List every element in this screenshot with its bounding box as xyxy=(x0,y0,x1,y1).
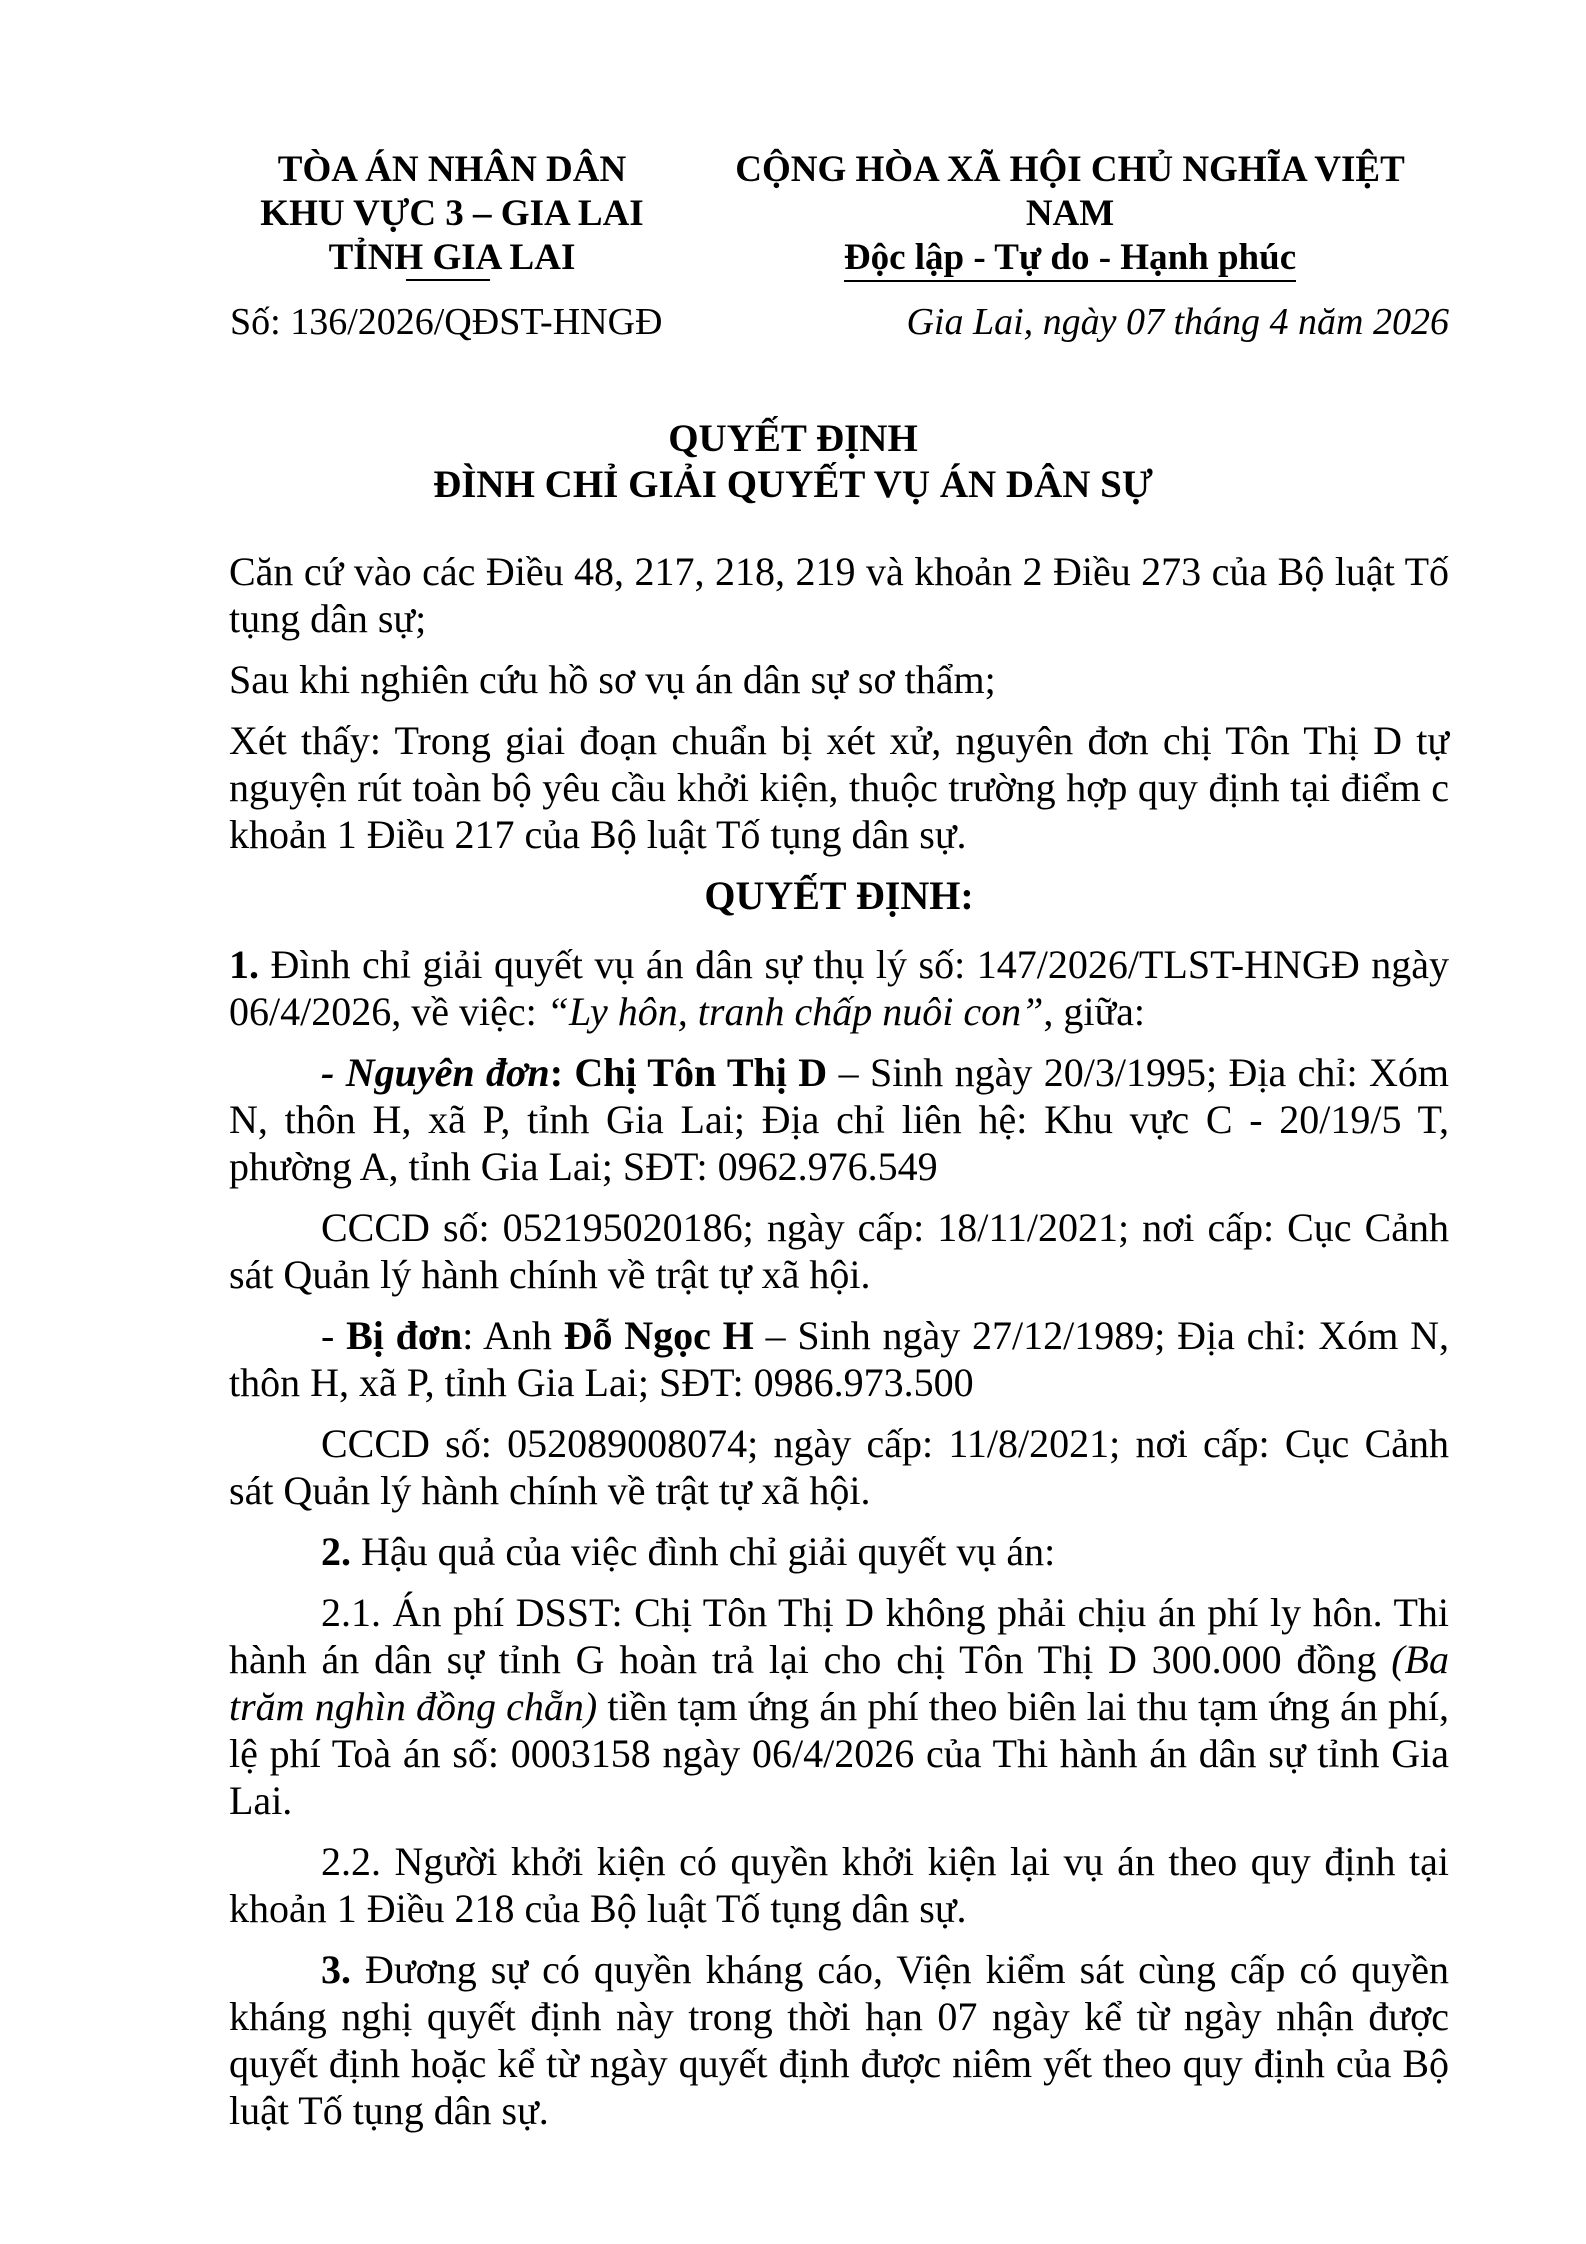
nation-name: CỘNG HÒA XÃ HỘI CHỦ NGHĨA VIỆT NAM xyxy=(735,149,1405,234)
section-1-paragraph xyxy=(229,941,1449,1035)
review-paragraph: Sau khi nghiên cứu hồ sơ vụ án dân sự sơ thẩm; xyxy=(229,657,996,702)
document-number: Số: 136/2026/QĐST-HNGĐ xyxy=(230,301,663,343)
document-body xyxy=(229,548,1449,2148)
court-header-rule xyxy=(406,279,490,281)
plaintiff-colon: : xyxy=(549,1050,575,1095)
court-header xyxy=(232,148,672,280)
finding-paragraph: Xét thấy: Trong giai đoạn chuẩn bị xét xử, nguyên đơn chị Tôn Thị D tự nguyện rút toàn bộ yêu cầu khởi kiện, thuộc trường hợp quy định tại điểm c khoản 1 Điều 217 của Bộ luật Tố tụng dân sự. xyxy=(229,718,1449,857)
section-2-text: Hậu quả của việc đình chỉ giải quyết vụ án: xyxy=(351,1529,1056,1574)
document-date: Gia Lai, ngày 07 tháng 4 năm 2026 xyxy=(906,301,1449,343)
section-1-text: Đình chỉ giải quyết vụ án dân sự thụ lý số: 147/2026/TLST-HNGĐ ngày 06/4/2026, về việc: xyxy=(229,942,1449,1034)
section-2-number: 2. xyxy=(321,1529,351,1574)
defendant-role: Bị đơn xyxy=(346,1313,463,1358)
defendant-title: : Anh xyxy=(462,1313,564,1358)
plaintiff-id-paragraph: CCCD số: 052195020186; ngày cấp: 18/11/2021; nơi cấp: Cục Cảnh sát Quản lý hành chính về trật tự xã hội. xyxy=(229,1205,1449,1297)
section-2-1-text-end: tiền tạm ứng án phí theo biên lai thu tạm ứng án phí, lệ phí Toà án số: 0003158 ngày 06/4/2026 của Thi hành án dân sự tỉnh Gia Lai. xyxy=(229,1684,1449,1823)
section-3-text: Đương sự có quyền kháng cáo, Viện kiểm sát cùng cấp có quyền kháng nghị quyết định này trong thời hạn 07 ngày kể từ ngày nhận được quyết định hoặc kể từ ngày quyết định được niêm yết theo quy định của Bộ luật Tố tụng dân sự. xyxy=(229,1947,1449,2133)
section-3-number: 3. xyxy=(321,1947,351,1992)
defendant-details: – Sinh ngày 27/12/1989; Địa chỉ: Xóm N, thôn H, xã P, tỉnh Gia Lai; SĐT: 0986.973.500 xyxy=(229,1313,1449,1405)
section-3-paragraph xyxy=(229,1946,1449,2134)
defendant-paragraph xyxy=(229,1312,1449,1406)
defendant-id-paragraph: CCCD số: 052089008074; ngày cấp: 11/8/2021; nơi cấp: Cục Cảnh sát Quản lý hành chính về trật tự xã hội. xyxy=(229,1421,1449,1513)
national-motto: Độc lập - Tự do - Hạnh phúc xyxy=(844,238,1296,282)
section-1-text-end: , giữa: xyxy=(1043,989,1145,1034)
nation-header xyxy=(690,148,1450,282)
section-2-paragraph xyxy=(229,1528,1449,1575)
plaintiff-role: - Nguyên đơn xyxy=(321,1050,550,1095)
section-1-number: 1. xyxy=(229,942,259,987)
plaintiff-name: Chị Tôn Thị D xyxy=(574,1050,828,1095)
plaintiff-details: – Sinh ngày 20/3/1995; Địa chỉ: Xóm N, thôn H, xã P, tỉnh Gia Lai; Địa chỉ liên hệ: Khu vực C - 20/19/5 T, phường A, tỉnh Gia Lai; SĐT: 0962.976.549 xyxy=(229,1050,1450,1189)
court-name-line1: TÒA ÁN NHÂN DÂN xyxy=(277,149,627,190)
section-2-1-paragraph xyxy=(229,1589,1449,1824)
section-2-1-text: 2.1. Án phí DSST: Chị Tôn Thị D không phải chịu án phí ly hôn. Thi hành án dân sự tỉnh G hoàn trả lại cho chị Tôn Thị D 300.000 đồng xyxy=(229,1590,1449,1682)
decision-heading: QUYẾT ĐỊNH: xyxy=(704,873,974,918)
document-subtitle: ĐÌNH CHỈ GIẢI QUYẾT VỤ ÁN DÂN SỰ xyxy=(433,463,1153,506)
court-name-line3: TỈNH GIA LAI xyxy=(328,237,576,278)
amount-in-words: (Ba trăm nghìn đồng chẵn) xyxy=(229,1637,1449,1729)
case-subject: “Ly hôn, tranh chấp nuôi con” xyxy=(546,989,1044,1034)
plaintiff-paragraph xyxy=(229,1049,1449,1190)
defendant-name: Đỗ Ngọc H xyxy=(563,1313,754,1358)
court-name-line2: KHU VỰC 3 – GIA LAI xyxy=(260,193,644,234)
defendant-dash: - xyxy=(321,1313,347,1358)
section-2-2-paragraph: 2.2. Người khởi kiện có quyền khởi kiện lại vụ án theo quy định tại khoản 1 Điều 218 của Bộ luật Tố tụng dân sự. xyxy=(229,1839,1449,1931)
document-title: QUYẾT ĐỊNH xyxy=(668,417,918,460)
legal-basis-paragraph: Căn cứ vào các Điều 48, 217, 218, 219 và khoản 2 Điều 273 của Bộ luật Tố tụng dân sự; xyxy=(229,549,1449,641)
